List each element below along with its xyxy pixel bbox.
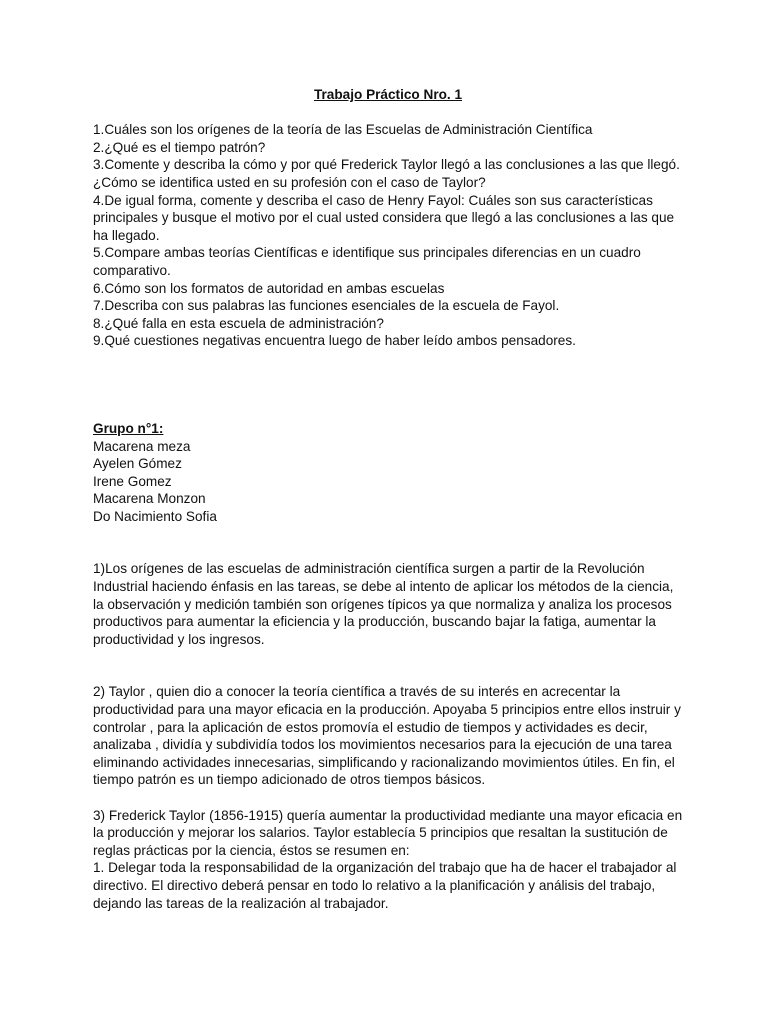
question-item: 9.Qué cuestiones negativas encuentra luego de haber leído ambos pensadores. bbox=[93, 333, 576, 349]
question-item: 5.Compare ambas teorías Científicas e identifique sus principales diferencias en un cuadro comparativo. bbox=[93, 245, 645, 278]
answer-3: 3) Frederick Taylor (1856-1915) quería aumentar la productividad mediante una mayor eficacia en la producción y mejorar los salarios. Taylor establecía 5 principios que resaltan la sustitución de reglas prácticas por la ciencia, éstos se resumen en: bbox=[93, 807, 686, 858]
group-member: Macarena meza bbox=[93, 438, 191, 454]
answer-3-item-1: 1. Delegar toda la responsabilidad de la organización del trabajo que ha de hacer el trabajador al directivo. El directivo deberá pensar en todo lo relativo a la planificación y análisis del trabajo, dejando las tareas de la realización al trabajador. bbox=[93, 860, 681, 911]
question-item: 2.¿Qué es el tiempo patrón? bbox=[93, 139, 266, 155]
group-member: Ayelen Gómez bbox=[93, 456, 182, 472]
question-item: 7.Describa con sus palabras las funciones esenciales de la escuela de Fayol. bbox=[93, 298, 560, 314]
answer-1: 1)Los orígenes de las escuelas de administración científica surgen a partir de la Revolución Industrial haciendo énfasis en las tareas, se debe al intento de aplicar los métodos de la ciencia, la observación y medición también son orígenes típicos ya que normaliza y analiza los procesos productivos para aumentar la eficiencia y la producción, buscando bajar la fatiga, aumentar la productividad y los ingresos. bbox=[93, 561, 674, 647]
group-title: Grupo n°1: bbox=[93, 420, 164, 436]
question-item: 4.De igual forma, comente y describa el caso de Henry Fayol: Cuáles son sus características principales y busque el motivo por el cual usted considera que llegó a las conclusiones a las que ha llegado. bbox=[93, 192, 678, 243]
answer-2: 2) Taylor , quien dio a conocer la teoría científica a través de su interés en acrecentar la productividad para una mayor eficacia en la producción. Apoyaba 5 principios entre ellos instruir y controlar , para la aplicación de estos promovía el estudio de tiempos y actividades es decir, analizaba , dividía y subdividía todos los movimientos necesarios para la ejecución de una tarea eliminando actividades innecesarias, simplificando y racionalizando movimientos útiles. En fin, el tiempo patrón es un tiempo adicionado de otros tiempos básicos. bbox=[93, 684, 681, 788]
document-title: Trabajo Práctico Nro. 1 bbox=[313, 87, 463, 102]
questions-list bbox=[93, 121, 683, 350]
question-item: 6.Cómo son los formatos de autoridad en ambas escuelas bbox=[93, 280, 445, 296]
group-section bbox=[93, 420, 683, 526]
group-member: Macarena Monzon bbox=[93, 491, 206, 507]
question-item: 1.Cuáles son los orígenes de la teoría de las Escuelas de Administración Científica bbox=[93, 122, 593, 138]
question-item: 8.¿Qué falla en esta escuela de administración? bbox=[93, 315, 384, 331]
group-member: Do Nacimiento Sofia bbox=[93, 508, 217, 524]
question-item: 3.Comente y describa la cómo y por qué Frederick Taylor llegó a las conclusiones a las que llegó. ¿Cómo se identifica usted en su profesión con el caso de Taylor? bbox=[93, 157, 684, 190]
group-member: Irene Gomez bbox=[93, 473, 172, 489]
document-page bbox=[93, 86, 686, 912]
